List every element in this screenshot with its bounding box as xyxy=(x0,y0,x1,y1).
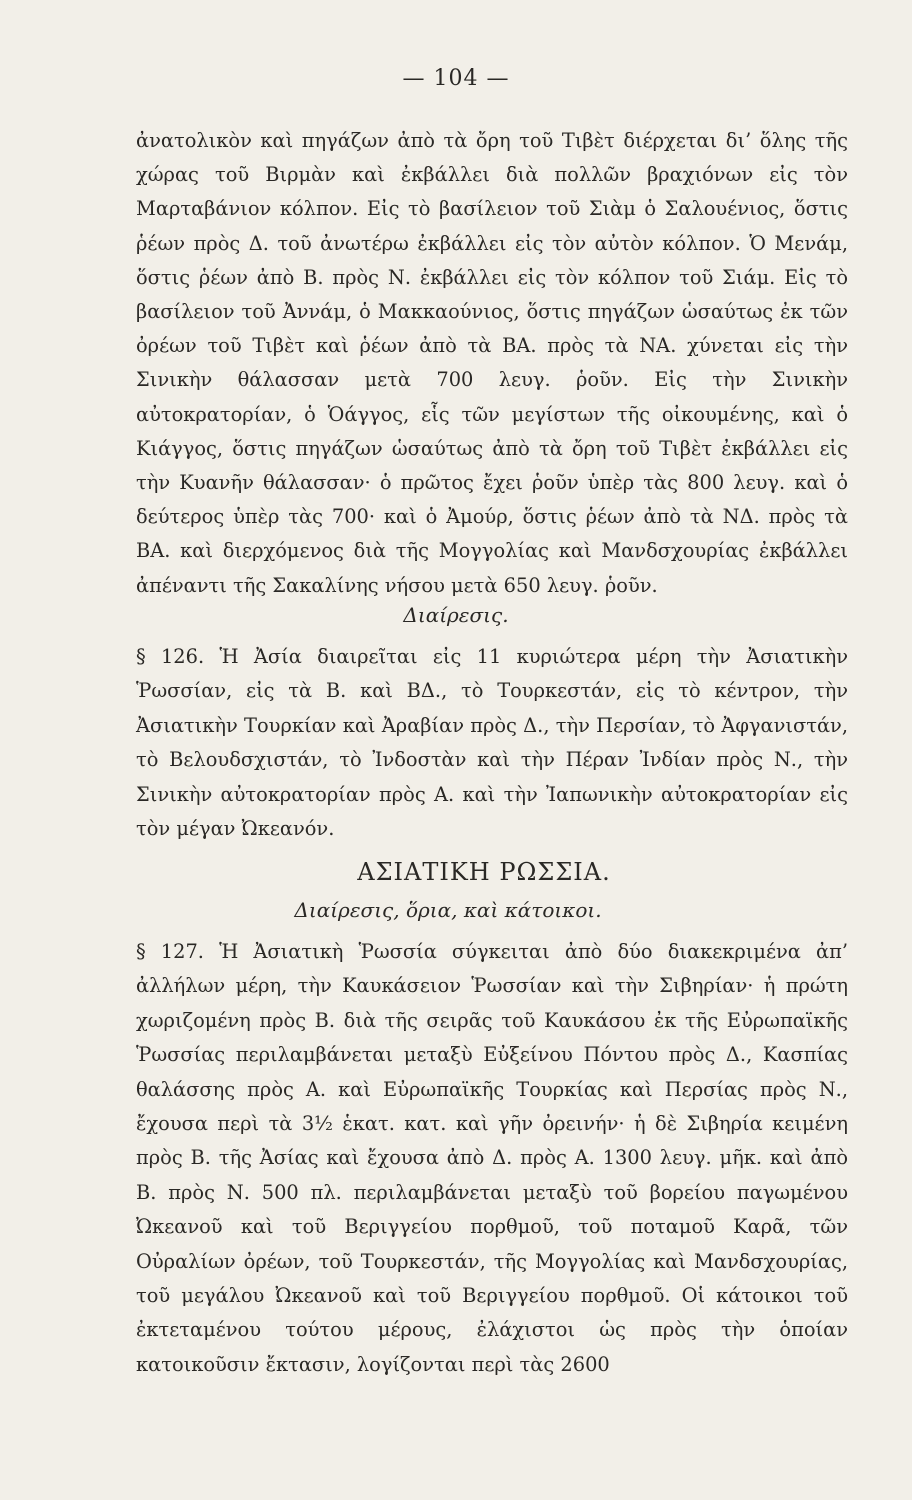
page-number: — 104 — xyxy=(402,66,510,91)
heading-division: Διαίρεσις. xyxy=(403,603,509,627)
paragraph-126: § 126. Ἡ Ἀσία διαιρεῖται εἰς 11 κυριώτερα μέρη τὴν Ἀσιατικὴν Ῥωσσίαν, εἰς τὰ Β. καὶ ΒΔ., τὸ Τουρκεστάν, εἰς τὸ κέντρον, τὴν Ἀσιατικὴν Τουρκίαν καὶ Ἀραβίαν πρὸς Δ., τὴν Περσίαν, τὸ Ἀφγανιστάν, τὸ Βελουδσχιστάν, τὸ Ἰνδοστὰν καὶ τὴν Πέραν Ἰνδίαν πρὸς Ν., τὴν Σινικὴν αὐτοκρατορίαν πρὸς Α. καὶ τὴν Ἰαπωνικὴν αὐτοκρατορίαν εἰς τὸν μέγαν Ὠκεανόν. xyxy=(136,645,848,841)
paragraph-rivers: ἀνατολικὸν καὶ πηγάζων ἀπὸ τὰ ὄρη τοῦ Τιβὲτ διέρχεται δι’ ὅλης τῆς χώρας τοῦ Βιρμὰν καὶ ἐκβάλλει διὰ πολλῶν βραχιόνων εἰς τὸν Μαρταβάνιον κόλπον. Εἰς τὸ βασίλειον τοῦ Σιὰμ ὁ Σαλουένιος, ὅστις ῥέων πρὸς Δ. τοῦ ἀνωτέρω ἐκβάλλει εἰς τὸν αὐτὸν κόλπον. Ὁ Μενάμ, ὅστις ῥέων ἀπὸ Β. πρὸς Ν. ἐκβάλλει εἰς τὸν κόλπον τοῦ Σιάμ. Εἰς τὸ βασίλειον τοῦ Ἀννάμ, ὁ Μακκαούνιος, ὅστις πηγάζων ὡσαύτως ἐκ τῶν ὀρέων τοῦ Τιβὲτ καὶ ῥέων ἀπὸ τὰ ΒΑ. πρὸς τὰ ΝΑ. χύνεται εἰς τὴν Σινικὴν θάλασσαν μετὰ 700 λευγ. ῥοῦν. Εἰς τὴν Σινικὴν αὐτοκρατορίαν, ὁ Ὁάγγος, εἷς τῶν μεγίστων τῆς οἰκουμένης, καὶ ὁ Κιάγγος, ὅστις πηγάζων ὡσαύτως ἀπὸ τὰ ὄρη τοῦ Τιβὲτ ἐκβάλλει εἰς τὴν Κυανῆν θάλασσαν· ὁ πρῶτος ἔχει ῥοῦν ὑπὲρ τὰς 800 λευγ. καὶ ὁ δεύτερος ὑπὲρ τὰς 700· καὶ ὁ Ἀμούρ, ὅστις ῥέων ἀπὸ τὰ ΝΔ. πρὸς τὰ ΒΑ. καὶ διερχόμενος διὰ τῆς Μογγολίας καὶ Μανδσχουρίας ἐκβάλλει ἀπέναντι τῆς Σακαλίνης νήσου μετὰ 650 λευγ. ῥοῦν. xyxy=(136,129,848,597)
paragraph-127: § 127. Ἡ Ἀσιατικὴ Ῥωσσία σύγκειται ἀπὸ δύο διακεκριμένα ἀπ’ ἀλλήλων μέρη, τὴν Καυκάσειον Ῥωσσίαν καὶ τὴν Σιβηρίαν· ἡ πρώτη χωριζομένη πρὸς Β. διὰ τῆς σειρᾶς τοῦ Καυκάσου ἐκ τῆς Εὐρωπαϊκῆς Ῥωσσίας περιλαμβάνεται μεταξὺ Εὐξείνου Πόντου πρὸς Δ., Κασπίας θαλάσσης πρὸς Α. καὶ Εὐρωπαϊκῆς Τουρκίας καὶ Περσίας πρὸς Ν., ἔχουσα περὶ τὰ 3½ ἑκατ. κατ. καὶ γῆν ὀρεινήν· ἡ δὲ Σιβηρία κειμένη πρὸς Β. τῆς Ἀσίας καὶ ἔχουσα ἀπὸ Δ. πρὸς Α. 1300 λευγ. μῆκ. καὶ ἀπὸ Β. πρὸς Ν. 500 πλ. περιλαμβάνεται μεταξὺ τοῦ βορείου παγωμένου Ὠκεανοῦ καὶ τοῦ Βεριγγείου πορθμοῦ, τοῦ ποταμοῦ Καρᾶ, τῶν Οὐραλίων ὀρέων, τοῦ Τουρκεστάν, τῆς Μογγολίας καὶ Μανδσχουρίας, τοῦ μεγάλου Ὠκεανοῦ καὶ τοῦ Βεριγγείου πορθμοῦ. Οἱ κάτοικοι τοῦ ἐκτεταμένου τούτου μέρους, ἐλάχιστοι ὡς πρὸς τὴν ὁποίαν κατοικοῦσιν ἔκτασιν, λογίζονται περὶ τὰς 2600 xyxy=(136,940,848,1376)
section-subtitle: Διαίρεσις, ὅρια, καὶ κάτοικοι. xyxy=(294,898,602,922)
section-title: ΑΣΙΑΤΙΚΗ ΡΩΣΣΙΑ. xyxy=(357,858,611,886)
